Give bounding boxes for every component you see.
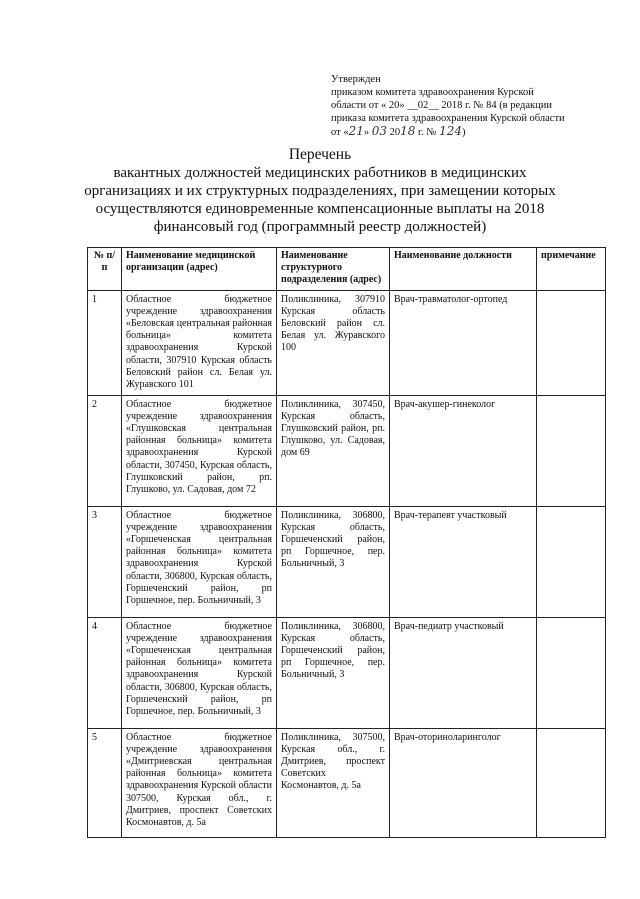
cell-num: 3 xyxy=(88,506,122,617)
title-heading: Перечень xyxy=(288,146,352,163)
header-org: Наименование медицинской организации (адрес) xyxy=(122,248,277,291)
title-line-2: организациях и их структурных подразделениях, при замещении которых xyxy=(84,183,556,199)
table-row xyxy=(88,290,606,395)
cell-note xyxy=(537,290,606,395)
approval-order-line: приказом комитета здравоохранения Курской xyxy=(331,87,534,98)
approval-revision-date-line: от «21» 03 2018 г. № 124) xyxy=(331,124,466,138)
cell-position: Врач-педиатр участковый xyxy=(390,617,537,728)
approval-label: Утвержден xyxy=(331,74,381,85)
cell-unit: Поликлиника, 306800, Курская область, Горшеченский район, рп Горшечное, пер. Больничный, 3 xyxy=(277,506,390,617)
cell-org: Областное бюджетное учреждение здравоохранения «Горшеченская центральная районная больница» комитета здравоохранения Курской области, 306800, Курская область, Горшеченский район, рп Горшечное, пер. Больничный, 3 xyxy=(122,506,277,617)
document-title xyxy=(60,146,580,236)
cell-org: Областное бюджетное учреждение здравоохранения «Горшеченская центральная районная больница» комитета здравоохранения Курской области, 306800, Курская область, Горшеченский район, рп Горшечное, пер. Больничный, 3 xyxy=(122,617,277,728)
cell-position: Врач-терапевт участковый xyxy=(390,506,537,617)
cell-unit: Поликлиника, 306800, Курская область, Горшеченский район, рп Горшечное, пер. Больничный, 3 xyxy=(277,617,390,728)
handwritten-month: 03 xyxy=(371,124,388,138)
cell-org: Областное бюджетное учреждение здравоохранения «Беловская центральная районная больница» комитета здравоохранения Курской области, 307910 Курская область Беловский район сл. Белая ул. Журавского 101 xyxy=(122,290,277,395)
cell-unit: Поликлиника, 307450, Курская область, Глушковский район, рп. Глушково, ул. Садовая, дом 69 xyxy=(277,395,390,506)
cell-org: Областное бюджетное учреждение здравоохранения «Глушковская центральная районная больница» комитета здравоохранения Курской области, 307450, Курская область, Глушковский район, рп. Глушково, ул. Садовая, дом 72 xyxy=(122,395,277,506)
header-num: № п/п xyxy=(88,248,122,291)
header-position: Наименование должности xyxy=(390,248,537,291)
handwritten-number: 124 xyxy=(439,124,462,138)
cell-position: Врач-оториноларинголог xyxy=(390,728,537,837)
table-row xyxy=(88,728,606,837)
cell-num: 5 xyxy=(88,728,122,837)
title-line-3: осуществляются единовременные компенсационные выплаты на 2018 xyxy=(95,201,545,217)
cell-note xyxy=(537,395,606,506)
cell-position: Врач-акушер-гинеколог xyxy=(390,395,537,506)
approval-revision-line: приказа комитета здравоохранения Курской области xyxy=(331,113,565,124)
positions-table xyxy=(87,247,606,838)
header-note: примечание xyxy=(537,248,606,291)
handwritten-year: 18 xyxy=(400,124,416,138)
cell-note xyxy=(537,506,606,617)
header-unit: Наименование структурного подразделения (адрес) xyxy=(277,248,390,291)
cell-org: Областное бюджетное учреждение здравоохранения «Дмитриевская центральная районная больница» комитета здравоохранения Курской области 307500, Курская обл., г. Дмитриев, проспект Советских Космонавтов, д. 5а xyxy=(122,728,277,837)
table-row xyxy=(88,506,606,617)
cell-note xyxy=(537,617,606,728)
cell-num: 2 xyxy=(88,395,122,506)
approval-block xyxy=(331,73,603,139)
cell-note xyxy=(537,728,606,837)
table-row xyxy=(88,395,606,506)
table-row xyxy=(88,617,606,728)
cell-unit: Поликлиника, 307910 Курская область Беловский район сл. Белая ул. Журавского 100 xyxy=(277,290,390,395)
cell-num: 1 xyxy=(88,290,122,395)
approval-date-line: области от « 20» __02__ 2018 г. № 84 (в редакции xyxy=(331,100,553,111)
title-line-1: вакантных должностей медицинских работников в медицинских xyxy=(113,165,527,181)
table-header-row xyxy=(88,248,606,291)
title-line-4: финансовый год (программный реестр должностей) xyxy=(153,219,487,235)
cell-position: Врач-травматолог-ортопед xyxy=(390,290,537,395)
cell-unit: Поликлиника, 307500, Курская обл., г. Дмитриев, проспект Советских Космонавтов, д. 5а xyxy=(277,728,390,837)
handwritten-day: 21 xyxy=(348,124,364,138)
cell-num: 4 xyxy=(88,617,122,728)
